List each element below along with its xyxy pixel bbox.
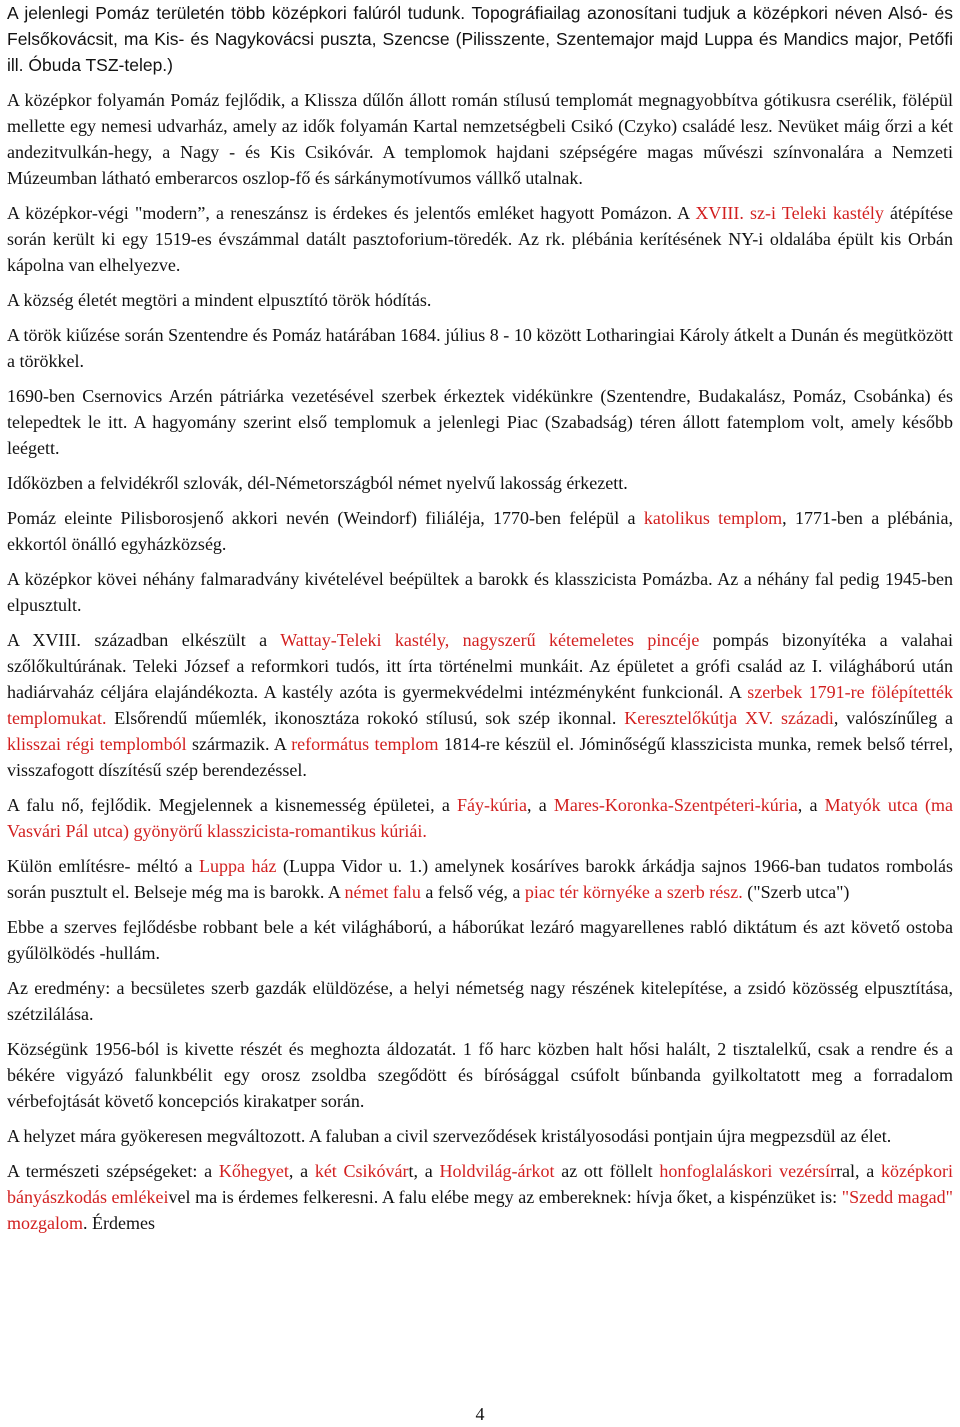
text-segment: A természeti szépségeket: a	[7, 1161, 219, 1181]
page-number: 4	[475, 1404, 485, 1424]
highlighted-text: Wattay-Teleki kastély, nagyszerű kétemeletes pincéje	[280, 630, 700, 650]
text-segment: A jelenlegi Pomáz területén több középkori falúról tudunk. Topográfiailag azonosítani tudjuk a középkori néven Alsó- és Felsőkovácsit, ma Kis- és Nagykovácsi puszta, Szencse (Pilisszente, Szentemajor majd Luppa és Mandics major, Petőfi ill. Óbuda TSZ-telep.)	[7, 3, 953, 75]
text-segment: A török kiűzése során Szentendre és Pomáz határában 1684. július 8 - 10 között Lotharingiai Károly átkelt a Dunán és megütközött a törökkel.	[7, 325, 953, 371]
document-page	[7, 0, 953, 1245]
paragraph	[7, 566, 953, 618]
paragraph	[7, 383, 953, 461]
text-segment: A falu nő, fejlődik. Megjelennek a kisnemesség épületei, a	[7, 795, 458, 815]
paragraph	[7, 792, 953, 844]
highlighted-text: XVIII. sz-i Teleki kastély	[695, 203, 884, 223]
text-segment: A XVIII. században elkészült a	[7, 630, 281, 650]
paragraph	[7, 470, 953, 496]
text-segment: t, a	[408, 1161, 440, 1181]
highlighted-text: két Csikóvár	[314, 1161, 409, 1181]
text-segment: Az eredmény: a becsületes szerb gazdák elüldözése, a helyi németség nagy részének kitelepítése, a zsidó közösség elpusztítása, szétzilálása.	[7, 978, 953, 1024]
highlighted-text: Luppa ház	[198, 856, 277, 876]
text-segment: (Luppa Vidor u. 1.) amelynek kosáríves barokk árkádja sajnos 1966-ban tudatos rombolás során pusztult el. Belseje még ma is barokk. A	[7, 856, 953, 902]
text-segment: pompás bizonyítéka a valahai szőlőkultúrának. Teleki József a reformkori tudós, itt írta történelmi munkáit. Az épületet a grófi család az I. világháború után hadiárvaház céljára elajándékozta. A kastély azóta is gyermekvédelmi intézményként funkcionál. A	[7, 630, 954, 702]
text-segment: 1814-re készül el. Jóminőségű klasszicista munka, remek belső térrel, visszafogott díszítésű szép berendezéssel.	[7, 734, 953, 780]
highlighted-text: Keresztelőkútja XV. századi	[624, 708, 834, 728]
highlighted-text: Mares-Koronka-Szentpéteri-kúria	[553, 795, 798, 815]
body-text	[7, 0, 953, 1236]
paragraph	[7, 914, 953, 966]
text-segment: , a	[797, 795, 825, 815]
highlighted-text: honfoglaláskori vezérsír	[659, 1161, 837, 1181]
text-segment: , a	[288, 1161, 315, 1181]
text-segment: átépítése során került ki egy 1519-es évszámmal datált pasztoforium-töredék. Az rk. plébánia kerítésének NY-i oldalába épült kis Orbán kápolna van elhelyezve.	[7, 203, 953, 275]
text-segment: ral, a	[836, 1161, 882, 1181]
text-segment: , a	[527, 795, 554, 815]
highlighted-text: református templom	[291, 734, 439, 754]
text-segment: ("Szerb utca")	[742, 882, 850, 902]
paragraph	[7, 1036, 953, 1114]
highlighted-text: katolikus templom	[643, 508, 783, 528]
text-segment: az ott föllelt	[554, 1161, 660, 1181]
highlighted-text: piac tér környéke a szerb rész.	[524, 882, 743, 902]
highlighted-text: szerbek 1791-re fölépítették templomukat.	[7, 682, 953, 728]
paragraph	[7, 975, 953, 1027]
highlighted-text: Kőhegyet	[218, 1161, 289, 1181]
highlighted-text: középkori bányászkodás emlékei	[7, 1161, 953, 1207]
text-segment: , 1771-ben a plébánia, ekkortól önálló egyházközség.	[7, 508, 953, 554]
text-segment: Időközben a felvidékről szlovák, dél-Németországból német nyelvű lakosság érkezett.	[7, 473, 628, 493]
text-segment: Pomáz eleinte Pilisborosjenő akkori nevén (Weindorf) filiáléja, 1770-ben felépül a	[7, 508, 644, 528]
highlighted-text: német falu	[344, 882, 421, 902]
text-segment: származik. A	[186, 734, 292, 754]
highlighted-text: Fáy-kúria	[457, 795, 528, 815]
text-segment: a felső vég, a	[420, 882, 525, 902]
paragraph	[7, 200, 953, 278]
paragraph	[7, 1123, 953, 1149]
paragraph	[7, 322, 953, 374]
text-segment: A község életét megtöri a mindent elpusztító török hódítás.	[7, 290, 432, 310]
highlighted-text: Holdvilág-árkot	[439, 1161, 555, 1181]
text-segment: Községünk 1956-ból is kivette részét és meghozta áldozatát. 1 fő harc közben halt hősi halált, 2 tisztalelkű, csak a rendre és a békére vigyázó falunkbélit egy orosz zsoldba szegődött és bírósággal csúfolt bűnbanda gyilkoltatott meg a forradalom vérbefojtását követő koncepciós kirakatper során.	[7, 1039, 953, 1111]
paragraph	[7, 505, 953, 557]
text-segment: vel ma is érdemes felkeresni. A falu elébe megy az embereknek: hívja őket, a kispénzüket is:	[168, 1187, 842, 1207]
paragraph	[7, 0, 953, 78]
text-segment: , valószínűleg a	[833, 708, 954, 728]
text-segment: A helyzet mára gyökeresen megváltozott. A faluban a civil szerveződések kristályosodási pontjain újra megpezsdül az élet.	[7, 1126, 892, 1146]
paragraph	[7, 87, 953, 191]
text-segment: 1690-ben Csernovics Arzén pátriárka vezetésével szerbek érkeztek vidékünkre (Szentendre, Budakalász, Pomáz, Csobánka) és telepedtek le itt. A hagyomány szerint első templomuk a jelenlegi Piac (Szabadság) téren állott fatemplom volt, amely később leégett.	[7, 386, 953, 458]
text-segment: Külön említésre- méltó a	[7, 856, 199, 876]
paragraph	[7, 1158, 953, 1236]
text-segment: A középkor-végi "modern”, a reneszánsz is érdekes és jelentős emléket hagyott Pomázon. A	[7, 203, 696, 223]
paragraph	[7, 627, 953, 783]
highlighted-text: Matyók utca (ma Vasvári Pál utca) gyönyörű klasszicista-romantikus kúriái.	[7, 795, 953, 841]
highlighted-text: klisszai régi templomból	[7, 734, 187, 754]
text-segment: . Érdemes	[82, 1213, 155, 1233]
text-segment: Elsőrendű műemlék, ikonosztáza rokokó stílusú, sok szép ikonnal.	[106, 708, 625, 728]
highlighted-text: "Szedd magad" mozgalom	[7, 1187, 953, 1233]
paragraph	[7, 853, 953, 905]
text-segment: A középkor folyamán Pomáz fejlődik, a Klissza dűlőn állott román stílusú templomát megnagyobbítva gótikusra cserélik, fölépül mellette egy nemesi udvarház, amely az idők folyamán Kartal nemzetségbeli Csikó (Czyko) családé lesz. Nevüket máig őrzi a két andezitvulkán-hegy, a Nagy - és Kis Csikóvár. A templomok hajdani szépségére magas művészi színvonalára a Nemzeti Múzeumban látható emberarcos oszlop-fő és sárkánymotívumos vállkő utalnak.	[7, 90, 953, 188]
text-segment: A középkor kövei néhány falmaradvány kivételével beépültek a barokk és klasszicista Pomázba. Az a néhány fal pedig 1945-ben elpusztult.	[7, 569, 953, 615]
paragraph	[7, 287, 953, 313]
text-segment: Ebbe a szerves fejlődésbe robbant bele a két világháború, a háborúkat lezáró magyarellenes rabló diktátum és azt követő ostoba gyűlölködés -hullám.	[7, 917, 953, 963]
